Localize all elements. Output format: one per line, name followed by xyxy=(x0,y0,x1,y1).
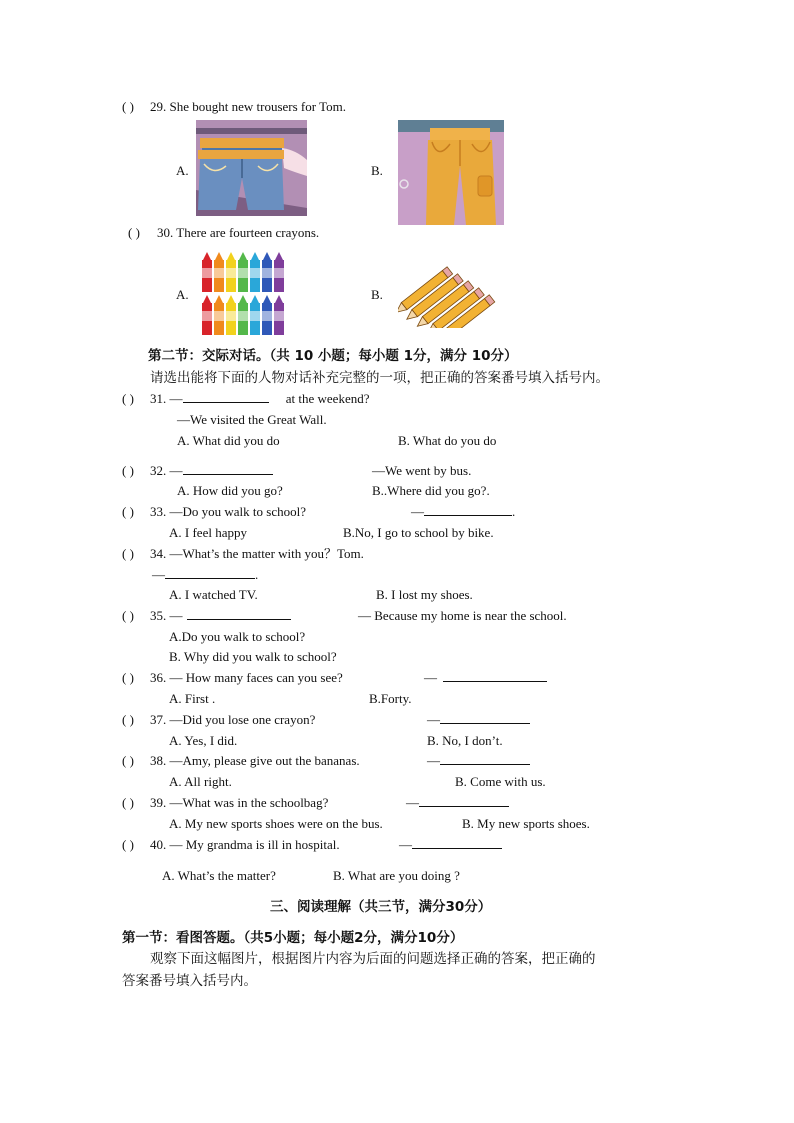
q39-answer-line xyxy=(406,794,509,812)
section3-1-instruction-line2: 答案番号填入括号内。 xyxy=(122,973,257,989)
q36-answer-line xyxy=(424,669,547,687)
q33-paren[interactable]: ( ) xyxy=(122,504,134,519)
q34-blank[interactable] xyxy=(165,566,255,579)
q31-prefix: 31. — xyxy=(150,391,183,406)
q29-question: 29. She bought new trousers for Tom. xyxy=(150,99,346,114)
q35-option-a: A.Do you walk to school? xyxy=(169,629,306,644)
q37-paren[interactable]: ( ) xyxy=(122,712,134,727)
q37-dash: — xyxy=(427,712,440,727)
q33-blank[interactable] xyxy=(424,503,512,516)
section3-1-instruction-line1: 观察下面这幅图片，根据图片内容为后面的问题选择正确的答案，把正确的 xyxy=(150,951,596,967)
q36-blank[interactable] xyxy=(443,669,547,682)
q31-option-a: A. What did you do xyxy=(177,433,280,448)
section3-1-title: 第一节：看图答题。（共5小题；每小题2分，满分10分） xyxy=(122,930,464,946)
q40-blank[interactable] xyxy=(412,836,502,849)
q35-blank[interactable] xyxy=(187,607,291,620)
q32-prefix: 32. — xyxy=(150,463,183,478)
trousers-picture xyxy=(398,120,504,225)
q32-option-a: A. How did you go? xyxy=(177,483,283,498)
section2-title: 第二节：交际对话。（共 10 小题；每小题 1分，满分 10分） xyxy=(148,348,518,364)
q36-question: 36. — How many faces can you see? xyxy=(150,670,343,685)
q40-option-b: B. What are you doing ? xyxy=(333,868,460,883)
q32-question xyxy=(150,462,273,480)
q31-question xyxy=(150,390,369,408)
q30-paren[interactable]: ( ) xyxy=(128,225,140,240)
q38-dash: — xyxy=(427,753,440,768)
q37-option-b: B. No, I don’t. xyxy=(427,733,503,748)
q38-answer-line xyxy=(427,752,530,770)
crayons-picture xyxy=(200,252,288,336)
q31-blank[interactable] xyxy=(183,390,269,403)
q32-option-b: B..Where did you go?. xyxy=(372,483,490,498)
q33-answer-line xyxy=(411,503,515,521)
q30-option-b-label: B. xyxy=(371,287,383,302)
q38-question: 38. —Amy, please give out the bananas. xyxy=(150,753,360,768)
q31-after: at the weekend? xyxy=(285,391,370,406)
q33-question: 33. —Do you walk to school? xyxy=(150,504,306,519)
q30-option-a-label: A. xyxy=(176,287,189,302)
q37-answer-line xyxy=(427,711,530,729)
q36-dash: — xyxy=(424,670,437,685)
q39-dash: — xyxy=(406,795,419,810)
q39-blank[interactable] xyxy=(419,794,509,807)
q36-option-b: B.Forty. xyxy=(369,691,412,706)
q29-paren[interactable]: ( ) xyxy=(122,99,134,114)
q31-option-b: B. What do you do xyxy=(398,433,497,448)
q40-option-a: A. What’s the matter? xyxy=(162,868,276,883)
q39-question: 39. —What was in the schoolbag? xyxy=(150,795,329,810)
q40-paren[interactable]: ( ) xyxy=(122,837,134,852)
q32-blank[interactable] xyxy=(183,462,273,475)
q30-question: 30. There are fourteen crayons. xyxy=(157,225,320,240)
q34-question: 34. —What’s the matter with you？Tom. xyxy=(150,546,364,561)
q37-question: 37. —Did you lose one crayon? xyxy=(150,712,316,727)
q38-option-b: B. Come with us. xyxy=(455,774,546,789)
q35-paren[interactable]: ( ) xyxy=(122,608,134,623)
q39-option-b: B. My new sports shoes. xyxy=(462,816,590,831)
q29-option-b-label: B. xyxy=(371,163,383,178)
q38-blank[interactable] xyxy=(440,752,530,765)
q29-option-a-label: A. xyxy=(176,163,189,178)
q34-paren[interactable]: ( ) xyxy=(122,546,134,561)
q40-answer-line xyxy=(399,836,502,854)
q34-dash: — xyxy=(152,567,165,582)
q35-question xyxy=(150,607,291,625)
q33-end: . xyxy=(512,504,516,519)
q40-question: 40. — My grandma is ill in hospital. xyxy=(150,837,340,852)
q35-reply: — Because my home is near the school. xyxy=(358,608,567,623)
q31-paren[interactable]: ( ) xyxy=(122,391,134,406)
q33-dash: — xyxy=(411,504,424,519)
q35-option-b: B. Why did you walk to school? xyxy=(169,649,337,664)
q38-option-a: A. All right. xyxy=(169,774,232,789)
q33-option-a: A. I feel happy xyxy=(169,525,247,540)
q33-option-b: B.No, I go to school by bike. xyxy=(343,525,494,540)
q34-end: . xyxy=(255,567,259,582)
q39-paren[interactable]: ( ) xyxy=(122,795,134,810)
q36-paren[interactable]: ( ) xyxy=(122,670,134,685)
part3-title: 三、阅读理解（共三节，满分30分） xyxy=(270,899,492,915)
q34-option-b: B. I lost my shoes. xyxy=(376,587,473,602)
q31-reply: —We visited the Great Wall. xyxy=(177,412,327,427)
q36-option-a: A. First . xyxy=(169,691,216,706)
q35-prefix: 35. — xyxy=(150,608,183,623)
q32-reply: —We went by bus. xyxy=(372,463,472,478)
q32-paren[interactable]: ( ) xyxy=(122,463,134,478)
q34-option-a: A. I watched TV. xyxy=(169,587,258,602)
q37-option-a: A. Yes, I did. xyxy=(169,733,238,748)
q39-option-a: A. My new sports shoes were on the bus. xyxy=(169,816,383,831)
q37-blank[interactable] xyxy=(440,711,530,724)
pencils-picture xyxy=(398,258,504,328)
q40-dash: — xyxy=(399,837,412,852)
shorts-picture xyxy=(196,120,307,216)
q38-paren[interactable]: ( ) xyxy=(122,753,134,768)
q34-answer-line xyxy=(152,566,258,584)
section2-instruction: 请选出能将下面的人物对话补充完整的一项，把正确的答案番号填入括号内。 xyxy=(150,370,609,386)
